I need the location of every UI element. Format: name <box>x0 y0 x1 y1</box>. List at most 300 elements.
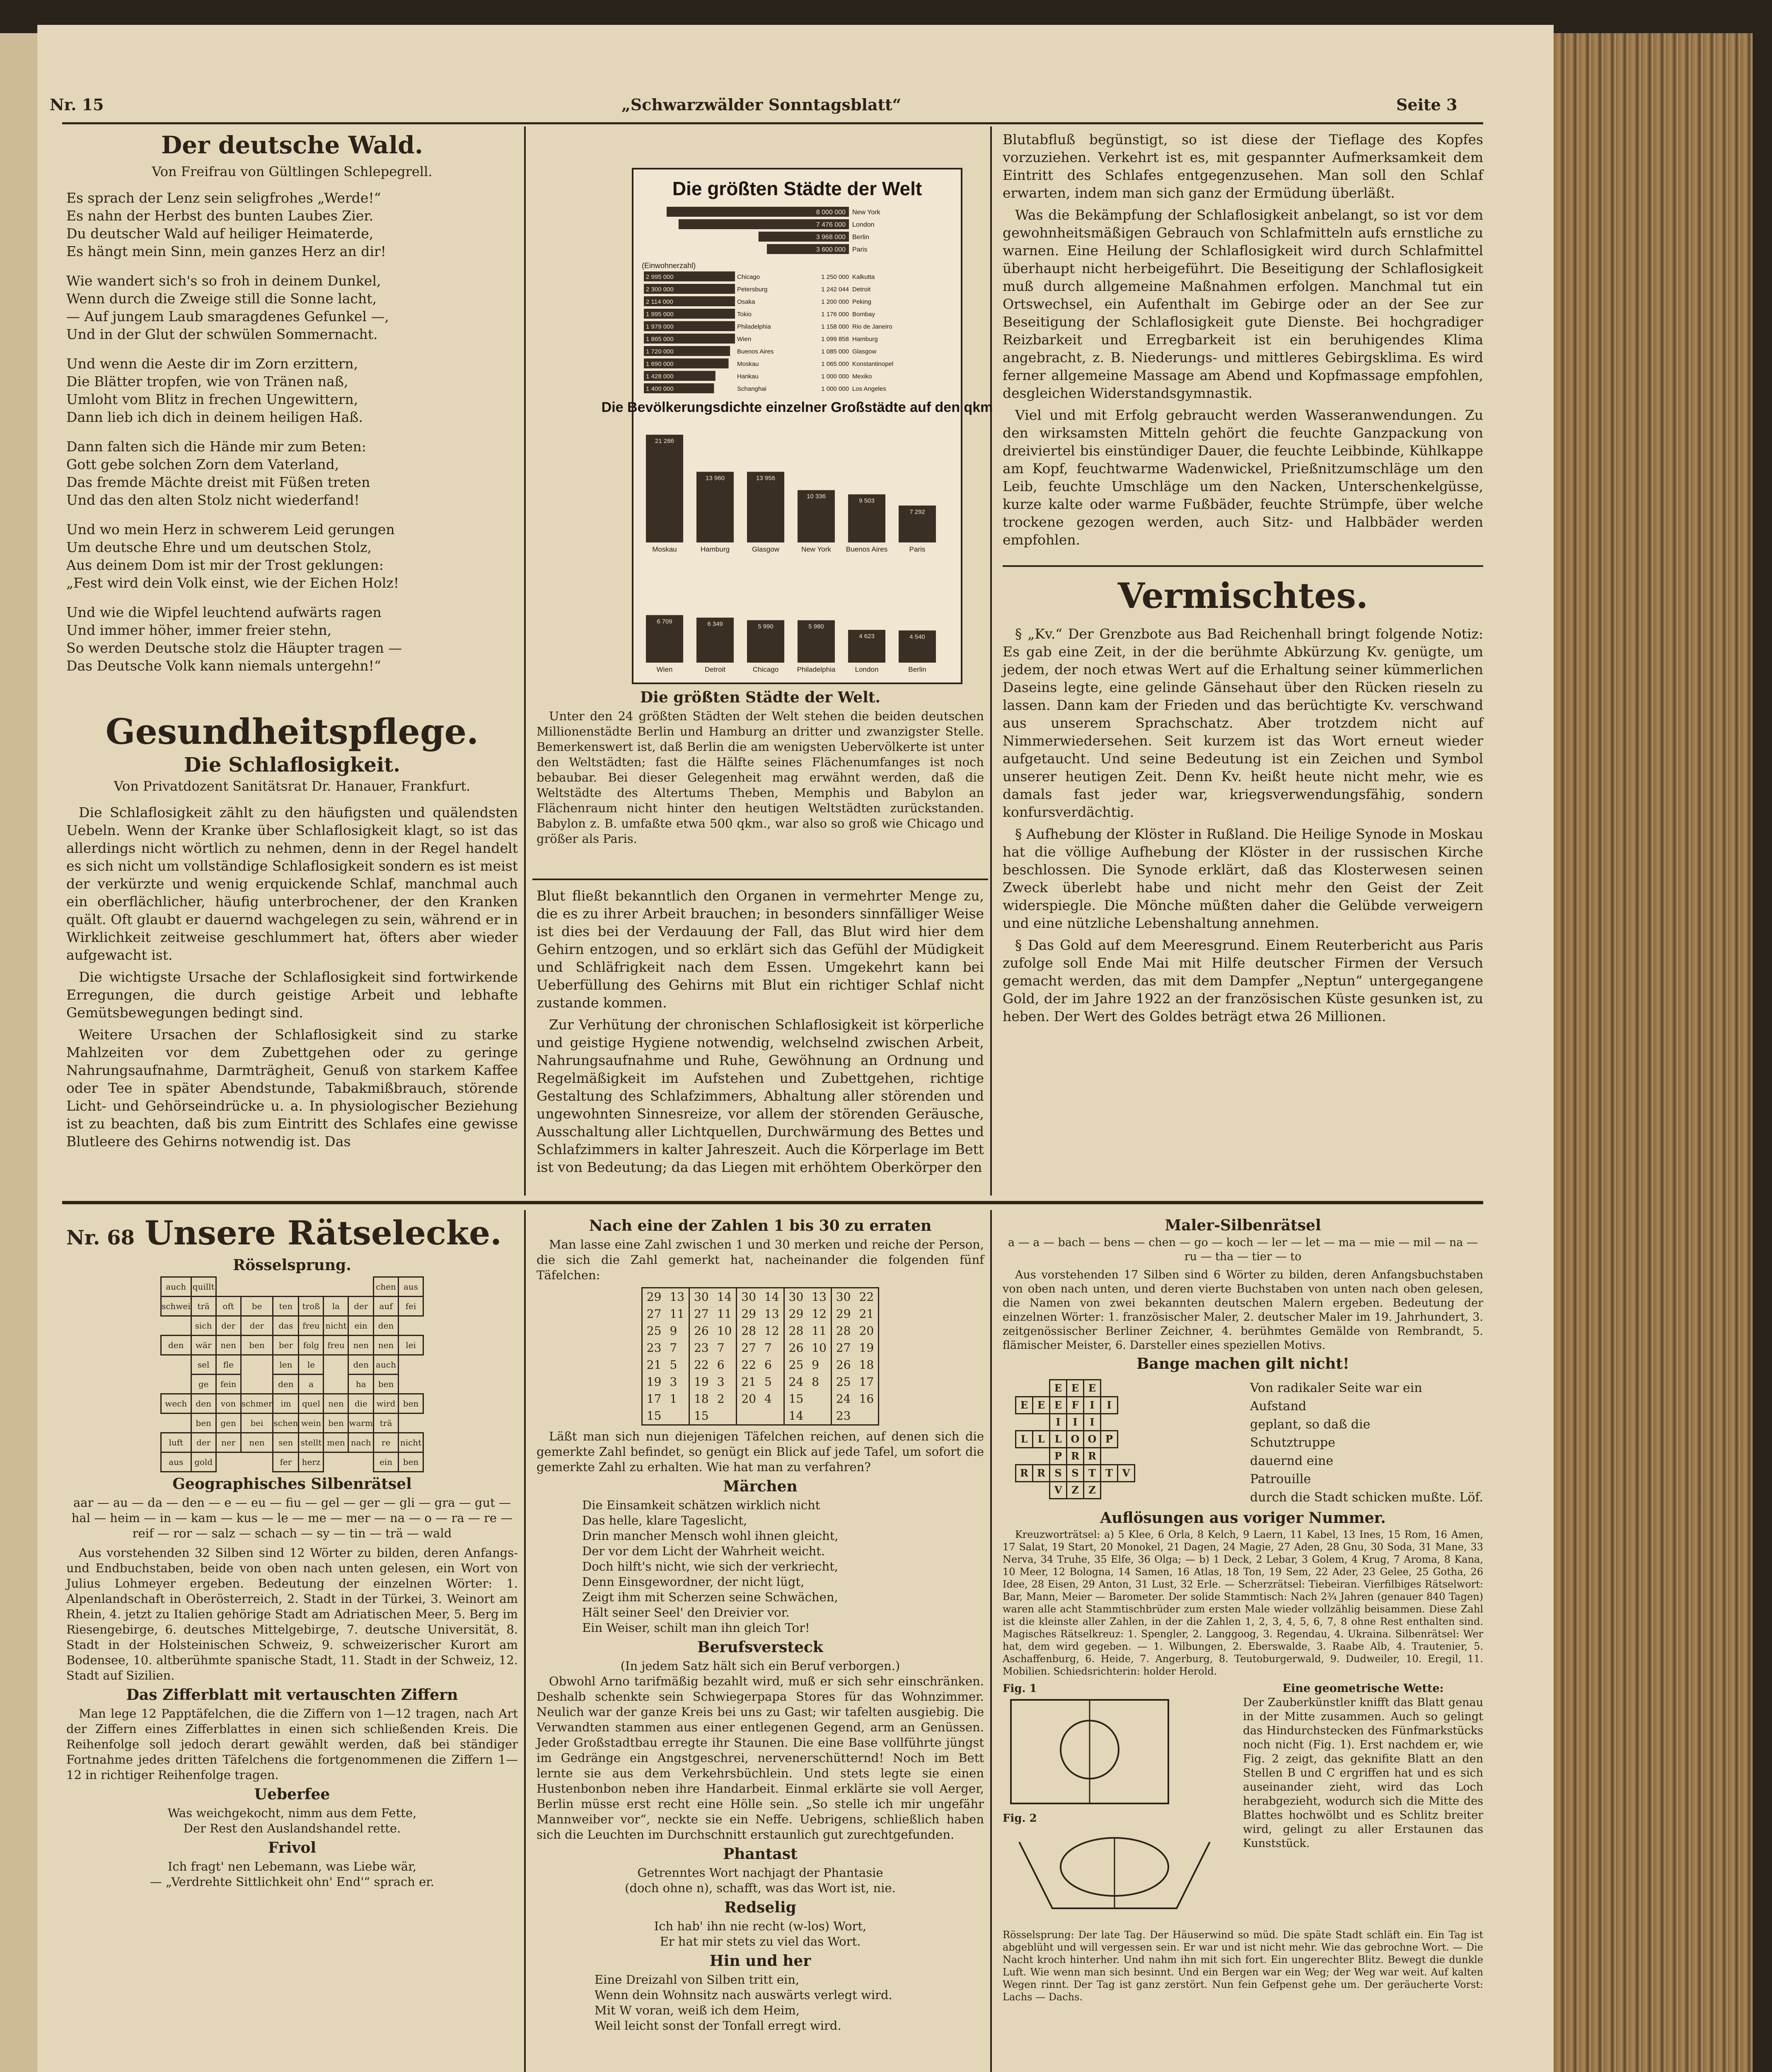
article-paragraph: Viel und mit Erfolg gebraucht werden Wasseranwendungen. Zu den wirksamsten Mitteln gehört die feuchte Ganzpackung von dreiviertel bis einstündiger Dauer, die feuchte Leibbinde, Kühlkappe am Kopf, feuchtwarme Wadenwickel, Prießnitzumschläge um den Leib, feuchte Umschläge um den Nacken, Unterschenkelgüsse, kurze kalte oder warme Fußbäder, feuchte Strümpfe, über welche trockene gezogen werden, auch Sitz- und Halbbäder werden empfohlen. <box>1003 407 1483 548</box>
knight-grid-cell: freu <box>299 1316 324 1336</box>
chart-bar-label: 1 099 858 <box>821 336 849 343</box>
number-card-cell: 15 <box>784 1390 807 1407</box>
chart-bar-label: 7 292 <box>909 508 925 516</box>
knight-grid-cell: quillt <box>191 1277 216 1297</box>
knight-grid-cell <box>241 1277 273 1297</box>
chart-bar-label: 3 600 000 <box>816 246 846 253</box>
knight-grid-cell <box>324 1452 348 1472</box>
letter-grid-cell: S <box>1067 1465 1084 1482</box>
letter-grid-cell: O <box>1067 1431 1084 1448</box>
chart-bar-label: 8 000 000 <box>816 209 846 216</box>
puzzle-title: Ueberfee <box>254 1786 330 1803</box>
letter-grid-cell: R <box>1084 1448 1101 1465</box>
letter-grid-cell: E <box>1084 1380 1101 1397</box>
number-card-cell: 23 <box>646 1341 662 1355</box>
chart-caption: Die größten Städte der Welt. <box>640 689 881 706</box>
number-card-cell: 29 <box>737 1305 760 1322</box>
chart-category-label: Buenos Aires <box>846 545 888 553</box>
number-card-cell: 25 <box>831 1373 855 1390</box>
number-card-cell: 4 <box>764 1392 772 1406</box>
knight-grid-cell: nen <box>241 1433 273 1452</box>
article-paragraph: Unter den 24 größten Städten der Welt stehen die beiden deutschen Millionenstädte Berlin und Hamburg an dritter und zwanzigster Stelle. Bemerkenswert ist, daß Berlin die am wenigsten Uebervölkerte ist unter den Weltstädten; fast die Hälfte seines Flächenumfanges ist noch bebaubar. Bei dieser Gelegenheit mag erwähnt werden, daß die Weltstädte des Altertums Theben, Memphis und Babylon an Flächenraum nicht hinter den heutigen Weltstädten zurückstanden. Babylon z. B. umfaßte etwa 500 qkm., war also so groß wie Chicago und größer als Paris. <box>537 709 984 846</box>
knight-grid-cell: nen <box>374 1336 399 1355</box>
knight-grid-cell: sich <box>191 1316 216 1336</box>
knight-grid-cell <box>399 1375 423 1394</box>
number-card-cell: 11 <box>670 1307 685 1321</box>
number-card-cell: 23 <box>831 1407 855 1425</box>
number-card-cell: 10 <box>717 1324 732 1338</box>
syllable-list: aar — au — da — den — e — eu — fiu — gel — ger — gli — gra — gut — hal — heim — in — kam — kus — le — me — mer — na — o — ra — re — reif — ror — salz — schach — sy — tin — trä — wald <box>71 1496 513 1540</box>
chart-bar-label: 1 158 000 <box>821 323 849 330</box>
chart-bar-label: 1 400 000 <box>646 385 674 392</box>
knight-grid-cell <box>161 1375 191 1394</box>
number-card-cell: 24 <box>784 1373 807 1390</box>
number-card-cell: 12 <box>764 1324 779 1338</box>
chart-title: Die Bevölkerungsdichte einzelner Großstädte auf den qkm <box>601 399 993 415</box>
chart-category-label: Mexiko <box>852 373 872 380</box>
chart-bar-label: 4 623 <box>859 632 875 640</box>
number-card-cell: 22 <box>689 1356 713 1373</box>
letter-grid-cell: R <box>1033 1465 1050 1482</box>
chart-category-label: London <box>855 666 879 673</box>
puzzle-title: Frivol <box>268 1839 317 1857</box>
chart-category-label: Petersburg <box>737 286 768 293</box>
column-middle-continued <box>537 887 984 1180</box>
knight-grid-cell: gold <box>191 1452 216 1472</box>
knight-grid-cell: auch <box>161 1277 191 1297</box>
chart-bar-label: 21 286 <box>655 438 674 445</box>
chart-bar-label: 1 000 000 <box>821 373 849 380</box>
puzzle-text: Obwohl Arno tarifmäßig bezahlt wird, muß er sich sehr einschränken. Deshalb schenkte sein Schwiegerpapa Stores für das Wohnzimmer. Neulich war der ganze Kreis bei uns zu Gast; wir tafelten ausgiebig. Die Verwandten stammen aus einer entlegenen Gegend, arm an Genüssen. Jeder Großstadtbau erregte ihr Staunen. Die eine Base vollführte jüngst im Gedränge ein Angstgeschrei, nervenerschütternd! Noch im Bett lernte sie aus dem Verkehrsbüchlein. Und stets legte sie einen Hustenbonbon neben ihre Handarbeit. Einmal erklärte sie voll Aerger, Berlin müsse erst recht eine Hölle sein. „So stelle ich mir ungefähr Mannweiber vor“, neckte sie ein Neffe. Uebrigens, schließlich haben sich die Leuchten im Durchschnitt erstaunlich gut zurechtgefunden. <box>537 1674 984 1842</box>
letter-grid-cell <box>1101 1414 1118 1431</box>
article-paragraph: Was die Bekämpfung der Schlaflosigkeit anbelangt, so ist vor dem gewohnheitsmäßigen Gebrauch von Schlafmitteln aufs ernstliche zu warnen. Eine Heilung der Schlaflosigkeit wird durch Schlafmittel überhaupt nicht herbeigeführt. Die Beseitigung der Schlaflosigkeit muß durch allgemeine Maßnahmen erfolgen. Manchmal tut ein Ortswechsel, ein Aufenthalt im Gebirge oder an der See zur Beseitigung der Schlaflosigkeit gute Dienste. Bei hochgradiger Reizbarkeit und Erregbarkeit ist ein beruhigendes Klima angebracht, z. B. Niederungs- und mittleres Gebirgsklima. Es wird ferner allgemeine Massage am Abend und Kopfmassage empfohlen, desgleichen Widerstandsgymnastik. <box>1003 207 1483 401</box>
puzzle-column-left <box>66 1212 518 1890</box>
header-rule <box>62 122 1483 124</box>
chart-bar-label: 3 968 000 <box>816 234 846 241</box>
chart-bar-label: 2 114 000 <box>646 298 673 305</box>
number-card-cell: 6 <box>764 1358 772 1372</box>
figure-2-drawing <box>1003 1825 1226 1925</box>
knight-grid-cell <box>399 1316 423 1336</box>
number-card-cell: 29 <box>831 1305 855 1322</box>
letter-grid-cell <box>1118 1414 1135 1431</box>
number-card-cell: 13 <box>670 1290 685 1304</box>
letter-grid-cell: E <box>1016 1397 1033 1414</box>
chart-bar-label: 9 503 <box>859 497 875 504</box>
number-card-cell: 10 <box>812 1341 827 1355</box>
verse-line: Denn Einsgewordner, der nicht lügt, <box>582 1575 805 1589</box>
chart-bar-label: 6 709 <box>657 618 672 625</box>
previous-page-edge <box>0 33 37 2072</box>
number-card-cell: 19 <box>689 1373 713 1390</box>
knight-grid-cell: sen <box>273 1433 299 1452</box>
chart-category-label: New York <box>801 545 831 553</box>
article-byline: Von Privatdozent Sanitätsrat Dr. Hanauer, Frankfurt. <box>114 778 471 794</box>
verse-line: dauernd eine <box>1250 1454 1334 1468</box>
number-card-cell: 1 <box>670 1392 677 1406</box>
letter-grid-cell: T <box>1101 1465 1118 1482</box>
chart-category-label: Berlin <box>908 666 926 673</box>
section-rule <box>1003 553 1483 567</box>
puzzle-text: Aus vorstehenden 32 Silben sind 12 Wörter zu bilden, deren Anfangs- und Endbuchstaben, beide von oben nach unten gelesen, ein Wort von Julius Lohmeyer ergeben. Bedeutung der einzelnen Wörter: 1. Alpenlandschaft in Oberösterreich, 2. Stadt in der Türkei, 3. Weinort am Rhein, 4. jetzt zu Italien gehörige Stadt am Adriatischen Meer, 5. Berg im Riesengebirge, 6. deutsches Mittelgebirge, 7. deutsche Universität, 8. Stadt in der Holsteinischen Schweiz, 9. schweizerischer Kurort am Bodensee, 10. altberühmte spanische Stadt, 11. Stadt in der Schweiz, 12. Stadt auf Sizilien. <box>66 1546 518 1682</box>
letter-grid-cell: L <box>1033 1431 1050 1448</box>
letter-grid-cell: P <box>1101 1431 1118 1448</box>
letter-grid-cell: E <box>1067 1380 1084 1397</box>
number-card-cell: 26 <box>784 1339 807 1356</box>
verse-line: Patrouille <box>1250 1472 1311 1486</box>
puzzle-column-middle <box>537 1214 984 2033</box>
number-card-cell: 28 <box>737 1322 760 1339</box>
chart-category-label: Wien <box>656 666 673 673</box>
verse-line: Ein Weiser, schilt man ihn gleich Tor! <box>582 1621 810 1635</box>
number-card-cell: 2 <box>717 1392 725 1406</box>
number-card-cell: 22 <box>859 1290 874 1304</box>
knight-grid-cell: schen <box>273 1414 299 1433</box>
chart-bar-label: 5 980 <box>808 623 824 630</box>
knight-grid-cell: fle <box>216 1355 241 1375</box>
letter-grid-cell <box>1101 1380 1118 1397</box>
page-header <box>50 95 1467 120</box>
knight-grid-cell: trä <box>191 1297 216 1316</box>
puzzle-text: Der Zauberkünstler knifft das Blatt genau in der Mitte zusammen. Auch so gelingt das Hindurchstecken des Fünfmarkstücks noch nicht (Fig. 1). Erst nachdem er, wie Fig. 2 zeigt, das geknifite Blatt an den Stellen B und C ergriffen hat und es sich auseinander zieht, wird das Loch herabgezieht, wodurch sich die Mitte des Blattes hochwölbt und es Schlitz breiter wird, gelingt zu aller Erstaunen das Kunststück. <box>1243 1696 1483 1850</box>
number-card-cell: 17 <box>859 1375 874 1389</box>
number-card-cell: 7 <box>670 1341 677 1355</box>
column-middle <box>537 686 984 851</box>
knight-grid-cell: herz <box>299 1452 324 1472</box>
chart-bar-label: 4 540 <box>909 633 925 641</box>
chart-category-label: Tokio <box>737 311 752 318</box>
knight-grid-cell: ben <box>399 1394 423 1414</box>
paper-title: „Schwarzwälder Sonntagsblatt“ <box>621 95 902 114</box>
chart-category-label: Glasgow <box>752 545 780 553</box>
chart-bar-label: 1 979 000 <box>646 323 674 330</box>
knight-grid-cell: im <box>273 1394 299 1414</box>
poem-stanza: Dann falten sich die Hände mir zum Beten: Gott gebe solchen Zorn dem Vaterland, Das fremde Mächte dreist mit Füßen treten Und das den alten Stolz nicht wiederfand! <box>66 438 370 508</box>
letter-grid-cell <box>1118 1380 1135 1397</box>
knight-grid-cell: die <box>348 1394 374 1414</box>
chart-ylabel: (Einwohnerzahl) <box>642 261 696 270</box>
knight-grid-cell: der <box>348 1297 374 1316</box>
column-rule-4 <box>990 1210 992 2072</box>
puzzle-verse: Ich fragt' nen Lebemann, was Liebe wär, — „Verdrehte Sittlichkeit ohn' End'“ sprach er. <box>150 1859 435 1889</box>
newspaper-page <box>37 25 1554 2072</box>
knight-grid-cell: re <box>374 1433 399 1452</box>
number-card-cell: 9 <box>670 1324 677 1338</box>
number-card-cell: 22 <box>737 1356 760 1373</box>
solutions-text: Kreuzworträtsel: a) 5 Klee, 6 Orla, 8 Kelch, 9 Laern, 11 Kabel, 13 Ines, 15 Rom, 16 Amen, 17 Salat, 19 Start, 20 Monokel, 21 Dagen, 24 Magie, 27 Aden, 28 Gnu, 30 Soda, 31 Mane, 33 Nerva, 34 Truhe, 35 Elfe, 36 Olga; — b) 1 Deck, 2 Lebar, 3 Golem, 4 Krug, 7 Aroma, 8 Kana, 10 Meer, 12 Bologna, 14 Samen, 16 Atlas, 18 Ton, 19 Sem, 22 Ader, 23 Gelee, 25 Gotha, 26 Idee, 28 Eisen, 29 Anton, 31 Lust, 32 Erle. — Scherzrätsel: Tiebeiran. Vierfilbiges Rätselwort: Bar, Mann, Meier — Barometer. Der solide Stammtisch: Nach 2¾ Jahren (genauer 840 Tagen) waren alle acht Stammtischbrüder zum ersten Male wieder vollzählig beisammen. Diese Zahl ist die kleinste aller Zahlen, in der die Zahlen 1, 2, 3, 4, 5, 6, 7, 8 ohne Rest enthalten sind. Magisches Rätselkreuz: 1. Spengler, 2. Langgoog, 3. Regendau, 4. Ukraina. Silbenrätsel: Wer hat, dem wird gegeben. — 1. Wilbungen, 2. Eberswalde, 3. Raabe Alb, 4. Trautenier, 5. Aschaffenburg, 6. Heide, 7. Angerburg, 8. Teutoburgerwald, 9. Dudweiler, 10. Eregil, 11. Mobilien. Schiedsrichterin: holder Herold. <box>1003 1529 1483 1677</box>
number-card-cell: 30 <box>831 1288 855 1306</box>
letter-grid-cell: I <box>1067 1414 1084 1431</box>
article-paragraph: Blutabfluß begünstigt, so ist diese der Tieflage des Kopfes vorzuziehen. Verkehrt ist es, mit gespannter Aufmerksamkeit dem Eintritt des Schlafes entgegenzusehen. Man soll den Schlaf erwarten, indem man sich ganz der Ermüdung überläßt. <box>1003 131 1483 201</box>
chart-bar-label: 6 349 <box>707 620 723 628</box>
number-card-cell: 29 <box>784 1305 807 1322</box>
letter-grid-cell: P <box>1050 1448 1067 1465</box>
letter-grid-cell: Z <box>1067 1482 1084 1499</box>
knight-grid-cell <box>161 1355 191 1375</box>
puzzle-verse <box>1250 1379 1483 1507</box>
knight-grid-cell <box>161 1414 191 1433</box>
chart-category-label: Hamburg <box>852 336 878 343</box>
knight-grid-cell: luft <box>161 1433 191 1452</box>
number-card-cell: 20 <box>859 1324 874 1338</box>
chart-bar-label: 13 956 <box>756 474 775 482</box>
knight-grid-cell: freu <box>324 1336 348 1355</box>
chart-bar-label: 7 476 000 <box>816 221 846 228</box>
verse-line: Die Einsamkeit schätzen wirklich nicht <box>582 1498 820 1512</box>
knight-grid-cell: trä <box>374 1414 399 1433</box>
puzzle-title: Bange machen gilt nicht! <box>1136 1355 1349 1372</box>
column-rule-1 <box>524 126 526 1196</box>
poem-stanza: Und wo mein Herz in schwerem Leid gerungen Um deutsche Ehre und um deutschen Stolz, Aus deinem Dom ist mir der Trost geklungen: „Fest wird dein Volk einst, wie der Eichen Holz! <box>66 521 399 591</box>
chart-category-label: Hamburg <box>701 545 730 553</box>
knight-grid-cell: folg <box>299 1336 324 1355</box>
verse-line: geplant, so daß die <box>1250 1417 1371 1432</box>
number-card-cell: 14 <box>764 1290 779 1304</box>
knight-grid-cell: das <box>273 1316 299 1336</box>
verse-line: Der vor dem Licht der Wahrheit weicht. <box>582 1544 825 1558</box>
chart-bar-label: 1 065 000 <box>821 361 849 368</box>
chart-category-label: Wien <box>737 336 752 343</box>
poem-stanza: Und wie die Wipfel leuchtend aufwärts ragen Und immer höher, immer freier stehn, So werden Deutsche stolz die Häupter tragen — Das Deutsche Volk kann niemals untergehn!“ <box>66 604 402 674</box>
chart-bar-label: 10 336 <box>807 493 826 500</box>
chart-category-label: Buenos Aires <box>737 348 774 355</box>
number-card-cell: 15 <box>646 1409 662 1423</box>
letter-grid-cell: O <box>1084 1431 1101 1448</box>
knight-grid-cell: len <box>273 1355 299 1375</box>
number-card-cell: 26 <box>689 1322 713 1339</box>
puzzle-verse: Ich hab' ihn nie recht (w-los) Wort, Er hat mir stets zu viel das Wort. <box>654 1919 867 1949</box>
puzzle-verse <box>582 1498 984 1636</box>
figure-1-drawing <box>1003 1696 1226 1808</box>
puzzle-section-title: Unsere Rätselecke. <box>144 1213 502 1252</box>
knight-grid-cell <box>399 1414 423 1433</box>
number-card-cell: 14 <box>784 1407 807 1425</box>
knight-grid-cell <box>299 1277 324 1297</box>
verse-line: Das helle, klare Tageslicht, <box>582 1513 747 1527</box>
letter-grid-cell: E <box>1033 1397 1050 1414</box>
chart-category-label: Berlin <box>852 234 869 241</box>
chart-category-label: Paris <box>909 545 926 553</box>
puzzle-text: Läßt man sich nun diejenigen Täfelchen reichen, auf denen sich die gemerkte Zahl befindet, so genügt ein Blick auf jede Tafel, um sofort die gemerkte Zahl zu erhalten. Wie hat man zu verfahren? <box>537 1429 984 1474</box>
knight-grid-cell <box>324 1277 348 1297</box>
chart-bar-label: 1 865 000 <box>646 336 674 343</box>
number-card-cell: 26 <box>831 1356 855 1373</box>
knight-grid-cell: ner <box>216 1433 241 1452</box>
health-section-title: Gesundheitspflege. <box>105 711 479 752</box>
number-card-cell: 13 <box>764 1307 779 1321</box>
number-card-cell: 7 <box>764 1341 772 1355</box>
number-card-cell: 28 <box>831 1322 855 1339</box>
letter-grid-cell: V <box>1050 1482 1067 1499</box>
knight-grid-cell: lei <box>399 1336 423 1355</box>
knight-grid-cell: ben <box>324 1414 348 1433</box>
knight-grid-cell: a <box>299 1375 324 1394</box>
issue-number: Nr. 15 <box>50 95 104 114</box>
knight-grid-cell: ben <box>399 1452 423 1472</box>
article-paragraph: Zur Verhütung der chronischen Schlaflosigkeit ist körperliche und geistige Hygiene notwendig, welchselnd zwischen Arbeit, Nahrungsaufnahme und Ruhe, Gewöhnung an Ordnung und Regelmäßigkeit im Aufstehen und Zubettgehen, richtige Gestaltung des Schlafzimmers, Abhaltung aller störenden und ungewohnten Sinnesreize, vor allem der störenden Geräusche, Ausschaltung aller Lichtquellen, Durchwärmung des Bettes und Schlafzimmers in kalter Jahreszeit. Auch die Körperlage im Bett ist von Bedeutung; da das Liegen mit erhöhtem Oberkörper den <box>537 1017 984 1175</box>
number-card-cell: 21 <box>646 1358 662 1372</box>
knight-grid-cell: ber <box>273 1336 299 1355</box>
knight-grid-cell <box>216 1452 241 1472</box>
number-card-cell: 11 <box>717 1307 732 1321</box>
letter-grid-cell: R <box>1067 1448 1084 1465</box>
knight-grid-cell: men <box>324 1433 348 1452</box>
chart-category-label: New York <box>852 209 880 216</box>
number-card-cell <box>713 1407 737 1425</box>
chart-category-label: Paris <box>852 246 868 253</box>
number-card-cell: 25 <box>646 1324 662 1338</box>
number-cards-table <box>641 1287 879 1426</box>
puzzle-title: Das Zifferblatt mit vertauschten Ziffern <box>126 1686 458 1704</box>
puzzle-column-right <box>1003 1214 1483 2007</box>
letter-grid-cell <box>1033 1482 1050 1499</box>
knight-grid-cell <box>241 1452 273 1472</box>
knight-grid-cell: chen <box>374 1277 399 1297</box>
knight-grid-cell: den <box>161 1336 191 1355</box>
number-card-cell <box>807 1390 831 1407</box>
chart-category-label: Konstantinopel <box>852 361 894 368</box>
puzzle-verse: Eine Dreizahl von Silben tritt ein, Wenn dein Wohnsitz nach auswärts verlegt wird. Mit W voran, weiß ich dem Heim, Weil leicht sonst der Tonfall erregt wird. <box>595 1973 892 2033</box>
puzzle-number: Nr. 68 <box>66 1226 135 1249</box>
knight-grid-cell: schwei <box>161 1297 191 1316</box>
chart-category-label: Glasgow <box>852 348 877 355</box>
knight-grid-cell <box>241 1375 273 1394</box>
letter-grid-cell <box>1016 1448 1033 1465</box>
knight-grid-cell: bei <box>241 1414 273 1433</box>
column-right <box>1003 131 1483 1029</box>
knight-grid-cell <box>348 1277 374 1297</box>
knight-grid-cell: den <box>374 1316 399 1336</box>
chart-category-label: Moskau <box>737 361 759 368</box>
chart-category-label: Osaka <box>737 298 755 305</box>
letter-grid-cell: L <box>1016 1431 1033 1448</box>
chart-category-label: Schanghai <box>737 385 766 392</box>
knight-grid-cell: auf <box>374 1297 399 1316</box>
letter-grid-cell <box>1016 1414 1033 1431</box>
knight-grid-cell: wird <box>374 1394 399 1414</box>
number-card-cell: 5 <box>764 1375 772 1389</box>
knight-grid-cell: sel <box>191 1355 216 1375</box>
number-card-cell: 5 <box>670 1358 677 1372</box>
chart-category-label: Hankau <box>737 373 759 380</box>
chart-category-label: Peking <box>852 298 871 305</box>
chart-category-label: Los Angeles <box>852 385 886 392</box>
knight-grid-cell: wech <box>161 1394 191 1414</box>
chart-bar-label: 1 720 000 <box>646 348 674 355</box>
knight-grid-cell: fer <box>273 1452 299 1472</box>
solutions-title: Auflösungen aus voriger Nummer. <box>1100 1509 1386 1527</box>
cities-chart <box>601 168 993 684</box>
poem-stanza: Es sprach der Lenz sein seligfrohes „Werde!“ Es nahn der Herbst des bunten Laubes Zier. Du deutscher Wald auf heiliger Heimaterde, Es hängt mein Sinn, mein ganzes Herz an dir! <box>66 190 386 259</box>
article-paragraph: Blut fließt bekanntlich den Organen in vermehrter Menge zu, die es zu ihrer Arbeit brauchen; in besonders sinnfälliger Weise ist dies bei der Verdauung der Fall, das Blut wird hier dem Gehirn entzogen, und so erklärt sich das Gefühl der Müdigkeit und Schläfrigkeit nach dem Essen. Umgekehrt kann bei Ueberfüllung des Gehirns mit Blut ein richtiger Schlaf nicht zustande kommen. <box>537 888 984 1011</box>
knight-puzzle-grid <box>160 1276 424 1472</box>
chart-title: Die größten Städte der Welt <box>672 178 922 199</box>
number-card-cell: 16 <box>859 1392 874 1406</box>
poem-stanza: Und wenn die Aeste dir im Zorn erzittern, Die Blätter tropfen, wie von Tränen naß, Umloht vom Blitz in frechen Ungewittern, Dann lieb ich dich in deinem heiligen Haß. <box>66 356 363 425</box>
letter-grid-cell <box>1118 1431 1135 1448</box>
number-card-cell: 19 <box>646 1375 662 1389</box>
misc-section-title: Vermischtes. <box>1117 575 1368 616</box>
knight-grid-cell <box>324 1355 348 1375</box>
book-spine <box>1554 33 1753 2072</box>
verse-line: Doch hilft's nicht, wie sich der verkriecht, <box>582 1559 839 1573</box>
letter-grid-cell: I <box>1084 1397 1101 1414</box>
column-left <box>66 131 518 1155</box>
number-card-cell: 27 <box>737 1339 760 1356</box>
chart-bar-label: 1 242 044 <box>821 286 849 293</box>
knight-grid-cell: ein <box>374 1452 399 1472</box>
knight-grid-cell: stellt <box>299 1433 324 1452</box>
number-card-cell <box>807 1407 831 1425</box>
chart-bar-label: 5 990 <box>758 623 774 630</box>
letter-grid-cell: S <box>1050 1465 1067 1482</box>
figure-label: Fig. 1 <box>1003 1682 1037 1695</box>
knight-grid-cell: warm <box>348 1414 374 1433</box>
knight-grid-cell: troß <box>299 1297 324 1316</box>
puzzle-title: Maler-Silbenrätsel <box>1165 1217 1321 1234</box>
chart-bar-label: 1 200 000 <box>821 298 849 305</box>
chart-category-label: Detroit <box>852 286 871 293</box>
number-card-cell: 11 <box>812 1324 827 1338</box>
letter-grid-cell: E <box>1050 1397 1067 1414</box>
puzzle-title: Märchen <box>723 1478 798 1495</box>
chart-bar-label: 1 995 000 <box>646 311 674 318</box>
article-paragraph: § Das Gold auf dem Meeresgrund. Einem Reuterbericht aus Paris zufolge soll Ende Mai mit Hilfe deutscher Firmen der Versuch gemacht werden, das mit dem Dampfer „Neptun“ untergegangene Gold, der im Jahre 1922 an der französischen Küste gesunken ist, zu heben. Der Wert des Goldes beträgt etwa 26 Millionen. <box>1003 937 1483 1024</box>
chart-category-label: Philadelphia <box>797 666 836 673</box>
column-rule-2 <box>990 126 992 1196</box>
letter-grid-cell: Z <box>1084 1482 1101 1499</box>
number-card-cell: 30 <box>784 1288 807 1306</box>
chart-category-label: Chicago <box>752 666 779 673</box>
knight-grid-cell <box>324 1375 348 1394</box>
number-card-cell: 25 <box>784 1356 807 1373</box>
knight-grid-cell <box>161 1316 191 1336</box>
letter-grid-cell: T <box>1084 1465 1101 1482</box>
chart-bar-label: 1 250 000 <box>821 274 849 281</box>
knight-grid-cell <box>241 1355 273 1375</box>
knight-grid-cell: ben <box>374 1375 399 1394</box>
letter-grid-cell <box>1118 1448 1135 1465</box>
number-card-cell: 14 <box>717 1290 732 1304</box>
letter-grid-cell: E <box>1050 1380 1067 1397</box>
letter-grid-cell: F <box>1067 1397 1084 1414</box>
number-card-cell: 20 <box>737 1390 760 1407</box>
number-card-cell: 3 <box>717 1375 725 1389</box>
puzzle-text: Aus vorstehenden 17 Silben sind 6 Wörter zu bilden, deren Anfangsbuchstaben von oben nach unten, und deren vierte Buchstaben von unten nach oben gelesen, die Namen von zwei bekannten deutschen Malern ergeben. Bedeutung der einzelnen Wörter: 1. französischer Maler, 2. deutscher Maler im 19. Jahrhundert, 3. zeitgenössischer Berliner Zeichner, 4. berühmtes Gemälde von Rembrandt, 5. flämischer Meister, 6. Darsteller eines speziellen Motivs. <box>1003 1268 1483 1352</box>
knight-grid-cell: der <box>241 1316 273 1336</box>
figure-label: Fig. 2 <box>1003 1812 1037 1825</box>
knight-grid-cell: wein <box>299 1414 324 1433</box>
puzzle-title: Nach eine der Zahlen 1 bis 30 zu erraten <box>589 1217 932 1234</box>
puzzle-subtitle: (In jedem Satz hält sich ein Beruf verborgen.) <box>620 1659 900 1673</box>
verse-line: Drin mancher Mensch wohl ihnen gleicht, <box>582 1529 839 1543</box>
knight-grid-cell: nen <box>324 1394 348 1414</box>
article-paragraph: Die wichtigste Ursache der Schlaflosigkeit sind fortwirkende Erregungen, die durch geistige Arbeit und lebhafte Gemütsbewegungen bedingt sind. <box>66 969 518 1021</box>
verse-line: Von radikaler Seite war ein <box>1250 1381 1422 1395</box>
letter-grid-cell <box>1033 1380 1050 1397</box>
chart-category-label: Chicago <box>737 274 760 281</box>
poem-byline: Von Freifrau von Gültlingen Schlepegrell. <box>152 164 433 179</box>
knight-grid-cell <box>273 1277 299 1297</box>
poem-title: Der deutsche Wald. <box>161 131 423 159</box>
chart-bar-label: 1 428 000 <box>646 373 674 380</box>
knight-grid-cell: von <box>216 1394 241 1414</box>
knight-grid-cell: aus <box>161 1452 191 1472</box>
puzzle-title: Phantast <box>723 1845 798 1863</box>
puzzle-text: Man lege 12 Papptäfelchen, die die Ziffern von 1—12 tragen, nach Art der Ziffern eines Zifferblattes in einen sich schließenden Kreis. Die Reihenfolge soll jedoch derart gewählt werden, daß bei ständiger Fortnahme jedes dritten Täfelchens die fortgenommenen die Ziffern 1—12 in richtiger Reihenfolge tragen. <box>66 1706 518 1782</box>
verse-line: Hält seiner Seel' den Dreivier vor. <box>582 1605 790 1619</box>
article-paragraph: Die Schlaflosigkeit zählt zu den häufigsten und quälendsten Uebeln. Wenn der Kranke über Schlaflosigkeit klagt, so ist das allerdings nicht wörtlich zu nehmen, denn in der Regel handelt es sich nicht um vollständige Schlaflosigkeit sondern es ist meist der verkürzte und wenig erquickende Schlaf, manchmal auch ein oberflächlicher, häufig unterbrochener, der den Kranken quält. Oft glaubt er dauernd wachgelegen zu sein, während er in Wirklichkeit zeitweise geschlummert hat, öfters aber wieder aufgewacht ist. <box>66 804 518 963</box>
